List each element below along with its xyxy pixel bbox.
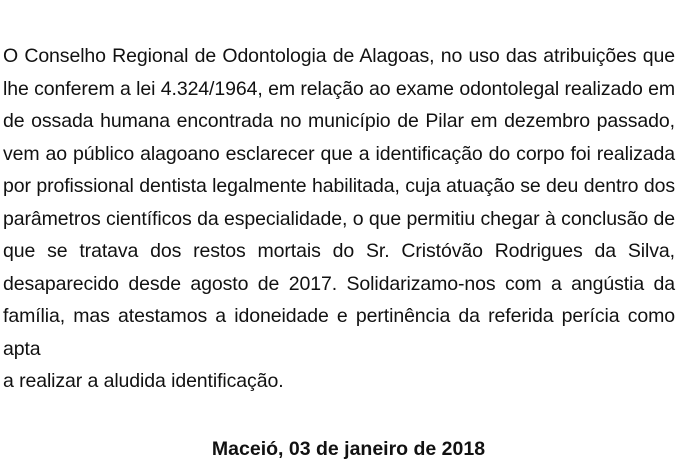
paragraph-line-last: a realizar a aludida identificação.	[3, 370, 284, 392]
paragraph-line: lhe conferem a lei 4.324/1964, em relação ao exame odontolegal realizado em	[3, 77, 675, 100]
paragraph-line: parâmetros científicos da especialidade, o que permitiu chegar à conclusão de	[3, 207, 675, 230]
paragraph-line: que se tratava dos restos mortais do Sr. Cristóvão Rodrigues da Silva,	[3, 240, 675, 262]
paragraph-line: O Conselho Regional de Odontologia de Alagoas, no uso das atribuições que	[3, 45, 675, 67]
paragraph-line: família, mas atestamos a idoneidade e pertinência da referida perícia como apta	[3, 305, 675, 360]
paragraph-line: vem ao público alagoano esclarecer que a identificação do corpo foi realizada	[3, 142, 675, 165]
paragraph-line: por profissional dentista legalmente habilitada, cuja atuação se deu dentro dos	[3, 175, 675, 197]
place-and-date: Maceió, 03 de janeiro de 2018	[211, 438, 486, 460]
paragraph-line: desaparecido desde agosto de 2017. Solidarizamo-nos com a angústia da	[3, 272, 675, 295]
paragraph-line: de ossada humana encontrada no município de Pilar em dezembro passado,	[3, 110, 675, 132]
statement-paragraph	[3, 40, 675, 398]
